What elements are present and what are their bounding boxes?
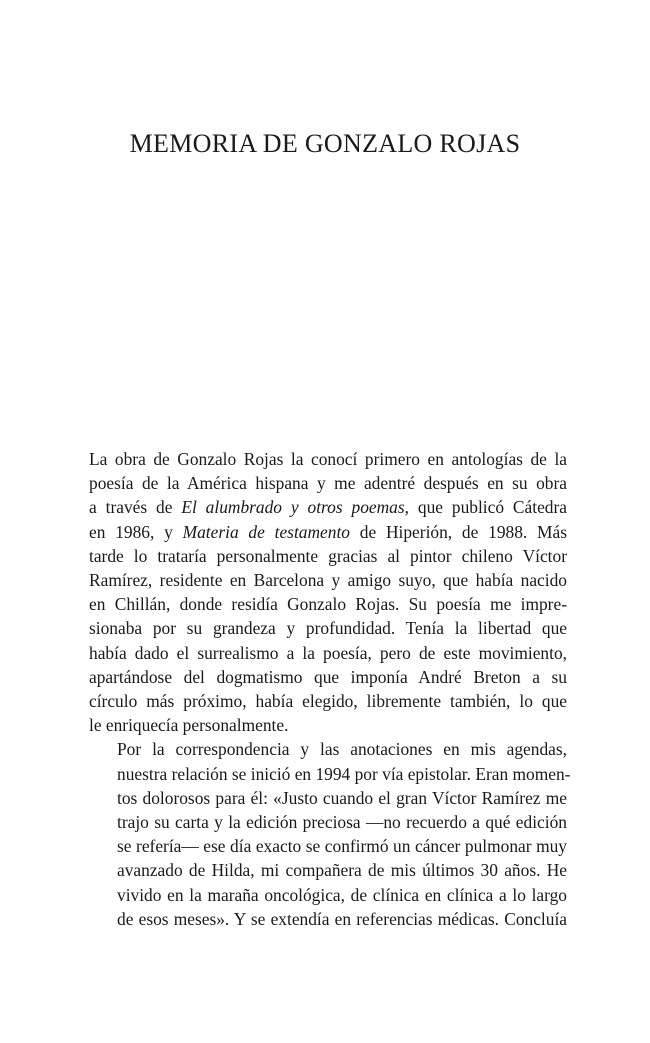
chapter-title: MEMORIA DE GONZALO ROJAS [129,129,521,158]
text-line [89,520,567,544]
paragraph [89,447,567,737]
text-segment: , que publicó Cátedra [404,497,567,518]
text-line [89,447,567,471]
text-line [89,834,567,858]
text-line [89,616,567,640]
text-line [89,737,567,761]
text-segment: nuestra relación se inició en 1994 por vía epistolar. Eran momen- [117,763,571,784]
text-segment: tos dolorosos para él: «Justo cuando el gran Víctor Ramírez me [117,787,567,808]
body-text [89,447,571,931]
text-segment: se refería— ese día exacto se confirmó un cáncer pulmonar muy [117,836,567,857]
text-line [89,713,567,737]
text-segment: poesía de la América hispana y me adentré después en su obra [89,473,567,494]
text-line [89,883,567,907]
text-segment: La obra de Gonzalo Rojas la conocí primero en antologías de la [89,449,567,469]
text-segment: sionaba por su grandeza y profundidad. Tenía la libertad que [89,618,567,639]
text-segment: de Hiperión, de 1988. Más [349,521,567,542]
text-segment: trajo su carta y la edición preciosa —no recuerdo a qué edición [117,812,567,833]
text-line [89,762,571,786]
text-segment: tarde lo trataría personalmente gracias al pintor chileno Víctor [89,545,567,566]
book-title: Materia de testamento [182,521,350,542]
text-line [89,907,567,931]
text-segment: vivido en la maraña oncológica, de clínica en clínica a lo largo [117,884,567,905]
text-line [89,592,567,616]
text-line [89,495,567,519]
text-line [89,786,567,810]
text-line [89,810,567,834]
text-segment: había dado el surrealismo a la poesía, pero de este movimiento, [89,642,567,663]
paragraph [89,737,571,931]
text-segment: le enriquecía personalmente. [89,715,289,736]
book-title: El alumbrado y otros poemas [181,497,405,518]
text-line [89,471,567,495]
text-line [89,665,567,689]
text-segment: a través de [89,497,182,518]
text-segment: Ramírez, residente en Barcelona y amigo suyo, que había nacido [89,570,567,591]
text-line [89,568,567,592]
text-segment: círculo más próximo, había elegido, libremente también, lo que [89,691,567,712]
text-line [89,858,567,882]
text-segment: en 1986, y [89,521,183,542]
text-segment: apartándose del dogmatismo que imponía André Breton a su [89,666,567,687]
text-segment: Por la correspondencia y las anotaciones en mis agendas, [117,739,567,760]
text-segment: avanzado de Hilda, mi compañera de mis últimos 30 años. He [117,860,567,881]
text-line [89,641,567,665]
text-segment: en Chillán, donde residía Gonzalo Rojas. Su poesía me impre- [89,594,567,615]
text-line [89,689,567,713]
text-segment: de esos meses». Y se extendía en referencias médicas. Concluía [117,908,567,929]
text-line [89,544,567,568]
